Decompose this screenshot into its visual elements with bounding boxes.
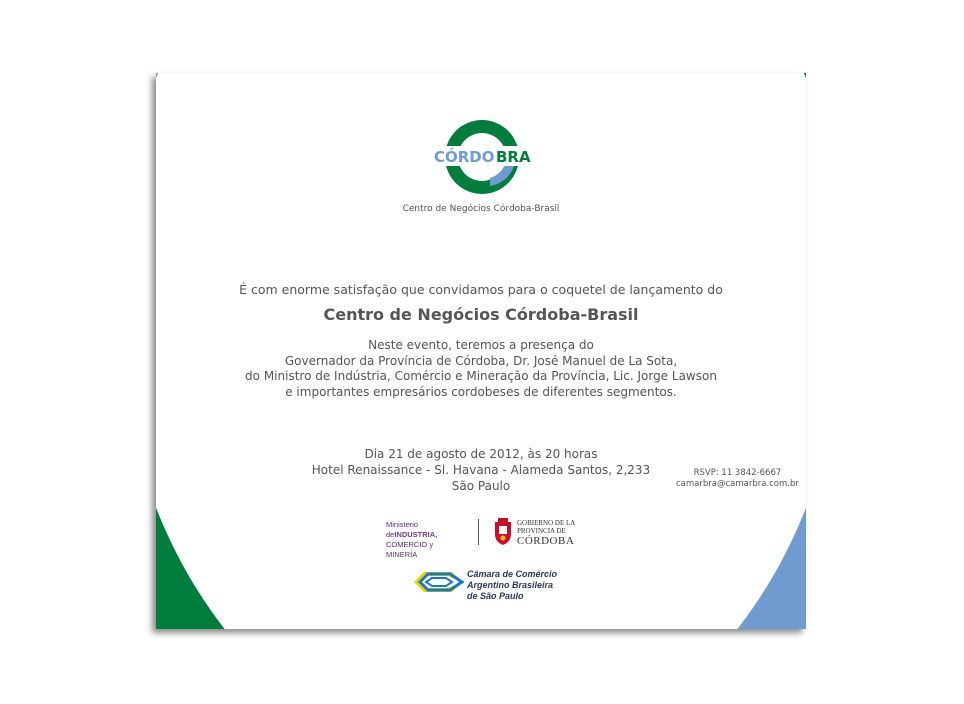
gov-line3: CÓRDOBA bbox=[517, 535, 575, 547]
government-logo bbox=[493, 518, 593, 548]
invitation-details bbox=[156, 338, 806, 400]
chamber-line2: Argentino Brasileira bbox=[467, 580, 554, 590]
invitation-intro: É com enorme satisfação que convidamos para o coquetel de lançamento do bbox=[239, 282, 723, 297]
rsvp-block bbox=[676, 468, 799, 490]
ministry-prefix: Ministerio de bbox=[386, 520, 419, 539]
chamber-line3: de São Paulo bbox=[467, 591, 524, 601]
event-city: São Paulo bbox=[451, 479, 511, 493]
rsvp-email: camarbra@camarbra.com.br bbox=[676, 479, 799, 489]
event-date: Dia 21 de agosto de 2012, às 20 horas bbox=[364, 447, 598, 461]
government-text bbox=[517, 519, 575, 547]
invitation-card bbox=[156, 73, 806, 629]
invitation-headline: Centro de Negócios Córdoba-Brasil bbox=[323, 305, 639, 324]
chamber-arrows-icon bbox=[412, 568, 464, 596]
logo-caption: Centro de Negócios Córdoba-Brasil bbox=[402, 204, 560, 214]
ministry-line1 bbox=[386, 520, 466, 540]
ministry-industria: INDUSTRIA, bbox=[394, 530, 438, 539]
details-line: Neste evento, teremos a presença do bbox=[368, 338, 594, 352]
chamber-text bbox=[467, 569, 557, 602]
logo-text-left: CÓRDO bbox=[434, 148, 495, 166]
rsvp-phone: RSVP: 11 3842-6667 bbox=[693, 468, 782, 478]
chamber-logo bbox=[412, 568, 572, 604]
coat-of-arms-icon bbox=[493, 518, 513, 546]
ministry-logo bbox=[386, 520, 466, 560]
ministry-line2: COMERCIO y MINERÍA bbox=[386, 540, 434, 559]
gov-line2: PROVINCIA DE bbox=[517, 527, 566, 535]
details-line: e importantes empresários cordobeses de diferentes segmentos. bbox=[285, 384, 677, 399]
event-venue: Hotel Renaissance - Sl. Havana - Alameda Santos, 2,233 bbox=[311, 463, 651, 477]
gov-line1: GOBIERNO DE LA bbox=[517, 519, 576, 527]
logo-text-right: BRA bbox=[496, 148, 531, 166]
details-line: Governador da Província de Córdoba, Dr. José Manuel de La Sota, bbox=[284, 353, 678, 368]
chamber-line1: Câmara de Comércio bbox=[467, 569, 558, 579]
sponsor-divider bbox=[478, 519, 479, 545]
cordobra-logo bbox=[432, 118, 532, 196]
details-line: do Ministro de Indústria, Comércio e Mineração da Província, Lic. Jorge Lawson bbox=[245, 369, 717, 383]
